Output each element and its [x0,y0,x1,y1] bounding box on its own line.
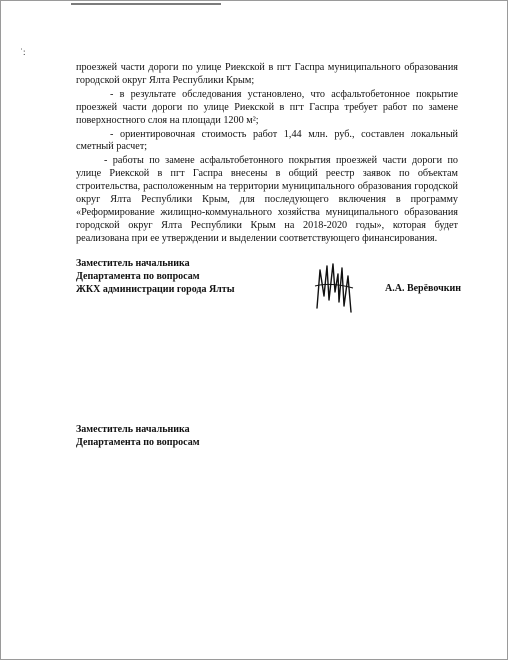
position-line-3: ЖКХ администрации города Ялты [76,284,235,296]
footer-position [76,424,200,450]
paragraph-2: - в результате обследования установлено, что асфальтобетонное покрытие проезжей части дороги по улице Риекской в пгт Гаспра требует работ по замене поверхностного слоя на площади 1200 м²; [76,88,458,126]
paragraph-4: - работы по замене асфальтобетонного покрытия проезжей части дороги по улице Риекской в пгт Гаспра внесены в общий реестр заявок по объектам строительства, расположенным на территории муниципального образования городской округ Ялта Республики Крым, для последующего включения в программу «Реформирование жилищно-коммунального хозяйства муниципального образования городской округ Ялта Республики Крым на 2018-2020 годы», которая будет реализована при ее утверждении и выделении соответствующего финансирования. [76,155,458,244]
handwritten-signature [311,256,357,320]
signatory-name: А.А. Верёвочкин [385,283,462,294]
position-line-1: Заместитель начальника [76,258,190,269]
position-line-2: Департамента по вопросам [76,271,200,283]
document-body [76,62,458,246]
paragraph-1: проезжей части дороги по улице Риекской в пгт Гаспра муниципального образования городской округ Ялта Республики Крым; [76,62,458,86]
footer-line-1: Заместитель начальника [76,424,190,435]
footer-line-2: Департамента по вопросам [76,436,200,448]
paragraph-3: - ориентировочная стоимость работ 1,44 млн. руб., составлен локальный сметный расчет; [76,128,458,153]
scan-artifact [71,3,221,5]
margin-mark: ˙: [20,47,26,57]
